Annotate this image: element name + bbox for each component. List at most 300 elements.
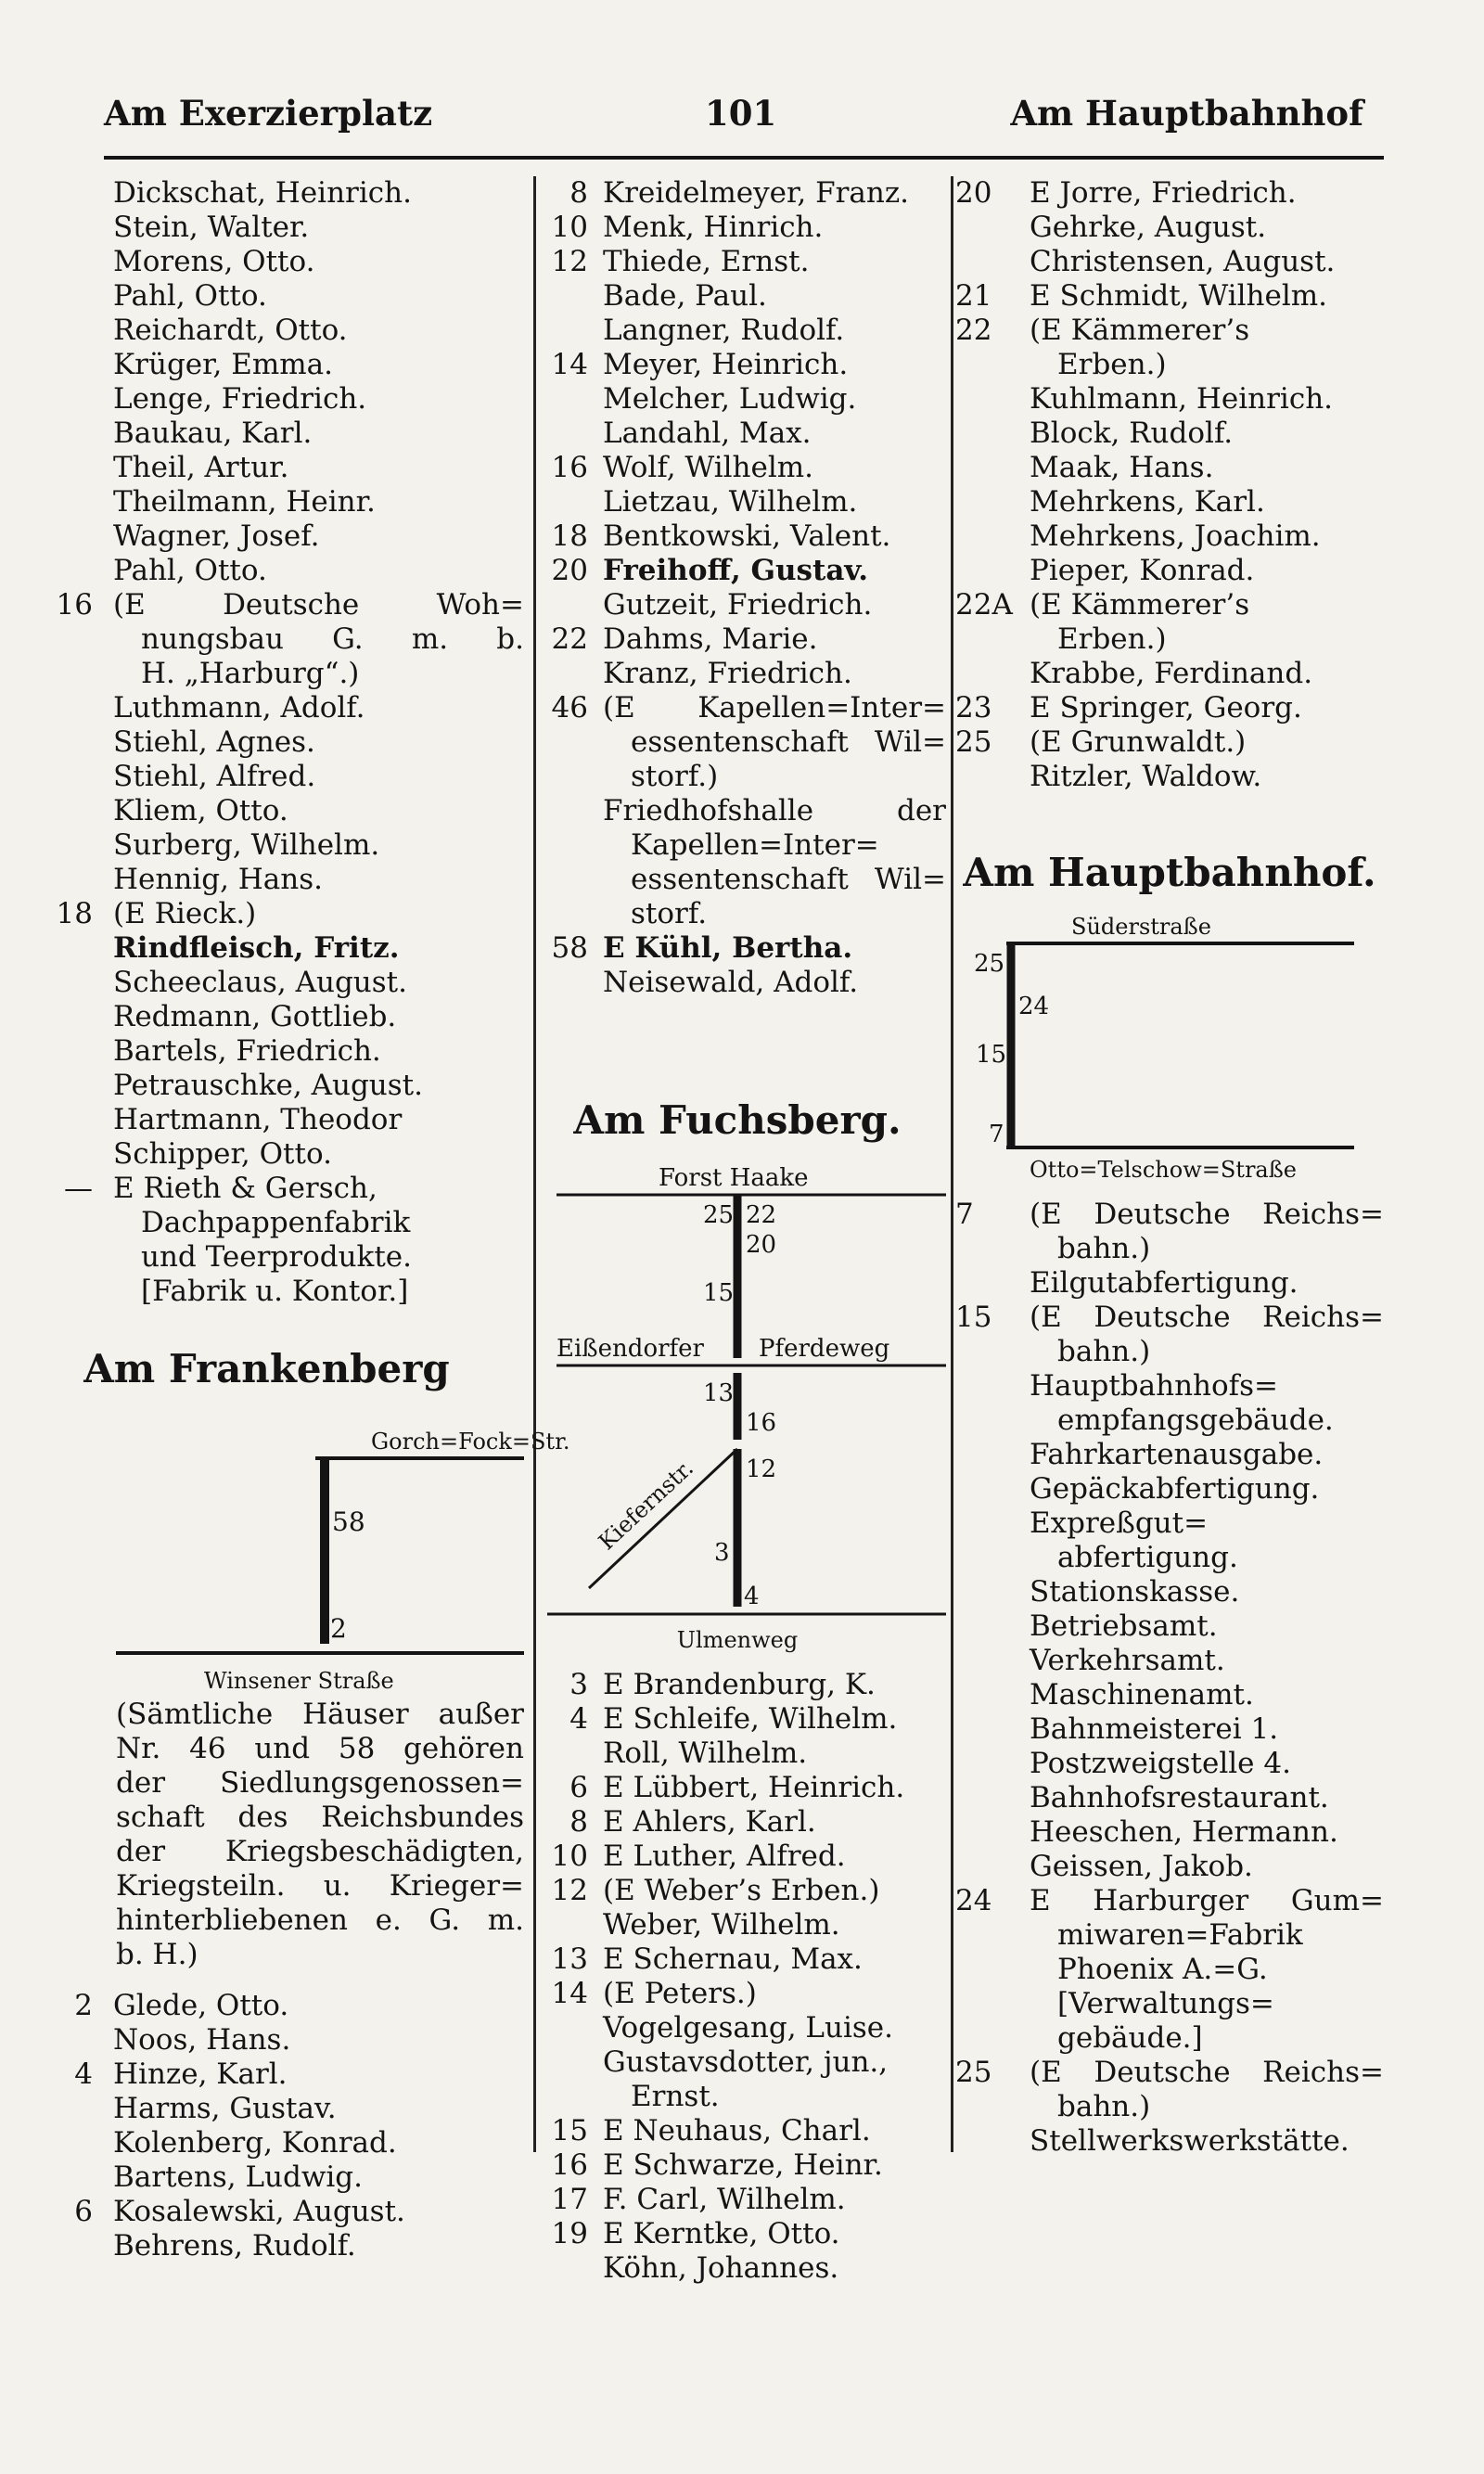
house-number xyxy=(955,554,1030,588)
resident-name: bahn.) xyxy=(1057,1232,1151,1265)
resident-name: (E Deutsche Reichs= xyxy=(1030,2056,1384,2089)
house-number xyxy=(9,794,113,828)
house-number: 22 xyxy=(551,622,588,656)
directory-entry xyxy=(9,211,524,245)
resident-name: Scheeclaus, August. xyxy=(113,966,407,999)
house-number xyxy=(955,417,1030,451)
note-line: Nr. 46 und 58 gehören xyxy=(116,1732,524,1765)
house-number xyxy=(955,2090,1030,2124)
resident-name: Eilgutabfertigung. xyxy=(1030,1266,1298,1300)
resident-name: Ritzler, Waldow. xyxy=(1030,760,1262,793)
directory-entry xyxy=(955,1609,1384,1644)
resident-name: (E Rieck.) xyxy=(113,897,257,930)
house-number xyxy=(9,1275,113,1309)
resident-name: Langner, Rudolf. xyxy=(603,314,845,347)
directory-entry xyxy=(529,1702,946,1737)
resident-name: Postzweigstelle 4. xyxy=(1030,1747,1291,1780)
street-label-eissendorfer: Eißendorfer xyxy=(556,1335,704,1363)
house-number: 6 xyxy=(74,2195,93,2228)
directory-entry xyxy=(955,1953,1384,1987)
resident-name: Stiehl, Agnes. xyxy=(113,725,315,759)
house-number xyxy=(955,657,1030,691)
house-number: 15 xyxy=(551,2114,588,2147)
resident-name: Pieper, Konrad. xyxy=(1030,554,1255,587)
resident-name: Kranz, Friedrich. xyxy=(603,657,852,690)
directory-entry xyxy=(529,1908,946,1942)
house-number xyxy=(9,622,113,657)
house-number xyxy=(529,863,603,897)
resident-name: Maschinenamt. xyxy=(1030,1678,1254,1711)
directory-entry xyxy=(9,245,524,279)
house-number: 8 xyxy=(569,176,588,210)
house-number xyxy=(529,2080,603,2114)
house-number xyxy=(955,519,1030,554)
house-number xyxy=(9,1206,113,1240)
street-label-ulmenweg: Ulmenweg xyxy=(676,1627,799,1653)
house-number xyxy=(9,691,113,725)
house-number-label: 16 xyxy=(746,1409,777,1437)
directory-entry xyxy=(9,1275,524,1309)
column-3 xyxy=(955,176,1384,2159)
directory-entry xyxy=(529,2251,946,2286)
note-line: Kriegsteiln. u. Krieger= xyxy=(116,1869,524,1903)
directory-entry xyxy=(529,691,946,725)
house-number xyxy=(955,1438,1030,1472)
directory-entry xyxy=(529,554,946,588)
section-title-am-hauptbahnhof: Am Hauptbahnhof. xyxy=(963,850,1376,895)
directory-entry xyxy=(955,1369,1384,1404)
directory-entry xyxy=(955,2124,1384,2159)
directory-entry xyxy=(9,348,524,382)
settlement-note xyxy=(116,1698,524,1972)
directory-entry xyxy=(529,725,946,760)
page-header xyxy=(0,93,1484,148)
resident-name: storf. xyxy=(631,897,708,930)
directory-entry xyxy=(955,211,1384,245)
resident-name: Hartmann, Theodor xyxy=(113,1103,403,1136)
house-number-label: 2 xyxy=(330,1613,347,1644)
directory-entry xyxy=(529,2217,946,2251)
resident-name: (E Grunwaldt.) xyxy=(1030,725,1247,759)
header-left-street: Am Exerzierplatz xyxy=(104,93,433,134)
resident-name: Theilmann, Heinr. xyxy=(113,485,376,519)
directory-entry xyxy=(9,519,524,554)
resident-name: Meyer, Heinrich. xyxy=(603,348,849,381)
house-number-label: 22 xyxy=(746,1201,777,1229)
resident-name: Gustavsdotter, jun., xyxy=(603,2045,889,2079)
street-label-pferdeweg: Pferdeweg xyxy=(759,1335,890,1363)
directory-entry xyxy=(9,2229,524,2263)
note-line: b. H.) xyxy=(116,1938,198,1971)
resident-name: miwaren=Fabrik xyxy=(1057,1918,1303,1952)
house-number xyxy=(955,1335,1030,1369)
house-number xyxy=(9,657,113,691)
house-number xyxy=(529,314,603,348)
house-number: 22A xyxy=(955,588,1013,622)
directory-entry xyxy=(955,1335,1384,1369)
house-number xyxy=(529,1737,603,1771)
directory-entry xyxy=(9,1034,524,1069)
resident-name: Neisewald, Adolf. xyxy=(603,966,859,999)
directory-entry xyxy=(9,1103,524,1137)
resident-name: F. Carl, Wilhelm. xyxy=(603,2183,846,2216)
directory-entry xyxy=(955,2021,1384,2056)
resident-name: Luthmann, Adolf. xyxy=(113,691,365,724)
house-number xyxy=(955,1472,1030,1506)
directory-entry xyxy=(9,279,524,314)
directory-entry xyxy=(529,519,946,554)
resident-name: storf.) xyxy=(631,760,719,793)
resident-name: Bartels, Friedrich. xyxy=(113,1034,381,1068)
house-number xyxy=(955,1644,1030,1678)
house-number xyxy=(9,279,113,314)
directory-entry xyxy=(955,417,1384,451)
directory-entry xyxy=(955,1232,1384,1266)
house-number xyxy=(9,348,113,382)
resident-name: Fahrkartenausgabe. xyxy=(1030,1438,1324,1471)
house-number xyxy=(955,760,1030,794)
directory-entry xyxy=(9,382,524,417)
house-number: 46 xyxy=(551,691,588,724)
house-number xyxy=(955,1404,1030,1438)
directory-entry xyxy=(955,1404,1384,1438)
house-number: — xyxy=(64,1172,93,1205)
house-number xyxy=(955,1266,1030,1301)
resident-name: Erben.) xyxy=(1057,348,1167,381)
directory-entry xyxy=(955,1541,1384,1575)
house-number xyxy=(9,554,113,588)
resident-name: (E Deutsche Reichs= xyxy=(1030,1198,1384,1231)
directory-entry xyxy=(955,588,1384,622)
directory-entry xyxy=(529,382,946,417)
resident-name: Köhn, Johannes. xyxy=(603,2251,839,2285)
resident-name: E Kühl, Bertha. xyxy=(603,931,853,965)
house-number xyxy=(529,966,603,1000)
page-number: 101 xyxy=(705,93,777,134)
resident-name: Bahnhofsrestaurant. xyxy=(1030,1781,1329,1814)
directory-entry xyxy=(9,1240,524,1275)
directory-entry xyxy=(529,245,946,279)
house-number xyxy=(9,725,113,760)
directory-entry xyxy=(9,897,524,931)
column-2 xyxy=(529,176,946,2286)
directory-entry xyxy=(9,691,524,725)
resident-name: Hennig, Hans. xyxy=(113,863,324,896)
house-number xyxy=(9,451,113,485)
resident-name: Mehrkens, Karl. xyxy=(1030,485,1265,519)
resident-name: (E Deutsche Woh= xyxy=(113,588,524,622)
house-number xyxy=(9,314,113,348)
house-number: 58 xyxy=(551,931,588,965)
column-1-entries-bottom xyxy=(9,1989,524,2263)
house-number xyxy=(529,2011,603,2045)
street-label-kiefernstr: Kiefernstr. xyxy=(593,1455,698,1556)
resident-name: Kosalewski, August. xyxy=(113,2195,405,2228)
directory-entry xyxy=(955,314,1384,348)
column-3-entries-bottom xyxy=(955,1198,1384,2159)
resident-name: bahn.) xyxy=(1057,2090,1151,2123)
note-line: der Siedlungsgenossen= xyxy=(116,1766,524,1800)
directory-entry xyxy=(529,657,946,691)
directory-entry xyxy=(9,1000,524,1034)
resident-name: nungsbau G. m. b. xyxy=(141,622,524,656)
house-number-label: 25 xyxy=(703,1201,735,1229)
house-number xyxy=(955,348,1030,382)
directory-entry xyxy=(955,1918,1384,1953)
directory-entry xyxy=(9,176,524,211)
house-number: 25 xyxy=(955,2056,992,2089)
house-number xyxy=(9,245,113,279)
directory-entry xyxy=(529,1737,946,1771)
house-number xyxy=(529,725,603,760)
house-number xyxy=(955,1369,1030,1404)
directory-entry xyxy=(955,451,1384,485)
directory-entry xyxy=(529,863,946,897)
section-title-am-frankenberg: Am Frankenberg xyxy=(83,1346,450,1391)
house-number xyxy=(955,1918,1030,1953)
resident-name: Mehrkens, Joachim. xyxy=(1030,519,1321,553)
house-number xyxy=(529,417,603,451)
house-number xyxy=(955,451,1030,485)
house-number xyxy=(529,657,603,691)
directory-entry xyxy=(955,691,1384,725)
house-number xyxy=(9,519,113,554)
directory-entry xyxy=(955,1198,1384,1232)
directory-entry xyxy=(529,794,946,828)
directory-entry xyxy=(955,1987,1384,2021)
house-number xyxy=(955,1575,1030,1609)
note-line: hinterbliebenen e. G. m. xyxy=(116,1904,524,1937)
street-label-top: Gorch=Fock=Str. xyxy=(371,1429,570,1455)
resident-name: Expreßgut= xyxy=(1030,1506,1209,1540)
street-label-forst-haake: Forst Haake xyxy=(659,1164,809,1192)
resident-name: E Kerntke, Otto. xyxy=(603,2217,840,2250)
street-diagram-fuchsberg xyxy=(529,1143,946,1634)
directory-entry xyxy=(955,1575,1384,1609)
directory-entry xyxy=(529,588,946,622)
resident-name: Roll, Wilhelm. xyxy=(603,1737,808,1770)
house-number: 14 xyxy=(551,348,588,381)
house-number xyxy=(529,279,603,314)
house-number: 22 xyxy=(955,314,992,347)
resident-name: Hauptbahnhofs= xyxy=(1030,1369,1279,1403)
directory-entry xyxy=(9,2057,524,2092)
directory-entry xyxy=(955,1266,1384,1301)
directory-entry xyxy=(955,2090,1384,2124)
resident-name: Reichardt, Otto. xyxy=(113,314,348,347)
house-number xyxy=(9,1240,113,1275)
resident-name: Stellwerkswerkstätte. xyxy=(1030,2124,1350,2158)
directory-entry xyxy=(9,828,524,863)
resident-name: E Rieth & Gersch, xyxy=(113,1172,377,1205)
street-diagram-frankenberg xyxy=(9,1391,570,1698)
column-3-entries-top xyxy=(955,176,1384,794)
house-number xyxy=(9,176,113,211)
house-number xyxy=(955,2124,1030,2159)
resident-name: Petrauschke, August. xyxy=(113,1069,423,1102)
resident-name: Kreidelmeyer, Franz. xyxy=(603,176,910,210)
resident-name: Heeschen, Hermann. xyxy=(1030,1815,1338,1849)
house-number xyxy=(955,1609,1030,1644)
resident-name: Krüger, Emma. xyxy=(113,348,334,381)
directory-entry xyxy=(955,2056,1384,2090)
directory-entry xyxy=(529,931,946,966)
house-number xyxy=(955,1541,1030,1575)
resident-name: Wolf, Wilhelm. xyxy=(603,451,814,484)
resident-name: (E Peters.) xyxy=(603,1977,757,2010)
resident-name: E Harburger Gum= xyxy=(1030,1884,1384,1917)
resident-name: Betriebsamt. xyxy=(1030,1609,1218,1643)
house-number xyxy=(9,2229,113,2263)
house-number: 23 xyxy=(955,691,992,724)
directory-entry xyxy=(9,760,524,794)
resident-name: Hinze, Karl. xyxy=(113,2057,288,2091)
resident-name: Melcher, Ludwig. xyxy=(603,382,857,416)
house-number xyxy=(955,1953,1030,1987)
directory-entry xyxy=(529,966,946,1000)
header-rule xyxy=(104,156,1384,160)
house-number xyxy=(529,485,603,519)
resident-name: Surberg, Wilhelm. xyxy=(113,828,380,862)
directory-entry xyxy=(9,1172,524,1206)
house-number xyxy=(9,2092,113,2126)
resident-name: [Fabrik u. Kontor.] xyxy=(141,1275,409,1308)
house-number xyxy=(529,760,603,794)
resident-name: Lenge, Friedrich. xyxy=(113,382,367,416)
house-number xyxy=(955,1506,1030,1541)
directory-entry xyxy=(955,554,1384,588)
house-number xyxy=(9,382,113,417)
house-number: 17 xyxy=(551,2183,588,2216)
resident-name: empfangsgebäude. xyxy=(1057,1404,1334,1437)
house-number: 12 xyxy=(551,245,588,278)
directory-entry xyxy=(529,828,946,863)
resident-name: Behrens, Rudolf. xyxy=(113,2229,356,2262)
resident-name: Block, Rudolf. xyxy=(1030,417,1234,450)
directory-entry xyxy=(529,314,946,348)
directory-entry xyxy=(9,622,524,657)
house-number xyxy=(529,2251,603,2286)
directory-entry xyxy=(955,725,1384,760)
house-number: 8 xyxy=(569,1805,588,1839)
house-number: 21 xyxy=(955,279,992,313)
house-number xyxy=(9,1000,113,1034)
directory-entry xyxy=(955,245,1384,279)
directory-entry xyxy=(9,931,524,966)
resident-name: E Springer, Georg. xyxy=(1030,691,1302,724)
directory-entry xyxy=(9,2126,524,2160)
directory-entry xyxy=(955,279,1384,314)
house-number xyxy=(955,1678,1030,1712)
directory-entry xyxy=(9,725,524,760)
directory-entry xyxy=(955,1678,1384,1712)
directory-entry xyxy=(529,2114,946,2148)
header-right-street: Am Hauptbahnhof xyxy=(1010,93,1363,134)
house-number xyxy=(529,828,603,863)
resident-name: E Brandenburg, K. xyxy=(603,1668,876,1701)
house-number-label: 20 xyxy=(746,1231,777,1259)
resident-name: Ernst. xyxy=(631,2080,720,2113)
house-number xyxy=(955,2021,1030,2056)
resident-name: Gehrke, August. xyxy=(1030,211,1267,244)
resident-name: Geissen, Jakob. xyxy=(1030,1850,1253,1883)
resident-name: Kuhlmann, Heinrich. xyxy=(1030,382,1334,416)
house-number: 16 xyxy=(56,588,93,622)
directory-entry xyxy=(529,1668,946,1702)
house-number xyxy=(955,245,1030,279)
directory-entry xyxy=(529,760,946,794)
directory-entry xyxy=(529,176,946,211)
resident-name: Stein, Walter. xyxy=(113,211,310,244)
house-number: 3 xyxy=(569,1668,588,1701)
directory-entry xyxy=(529,1805,946,1839)
resident-name: Dickschat, Heinrich. xyxy=(113,176,412,210)
directory-entry xyxy=(529,897,946,931)
house-number: 16 xyxy=(551,2148,588,2182)
directory-entry xyxy=(529,2045,946,2080)
directory-entry xyxy=(9,588,524,622)
resident-name: Schipper, Otto. xyxy=(113,1137,332,1171)
house-number xyxy=(9,828,113,863)
house-number: 2 xyxy=(74,1989,93,2022)
house-number xyxy=(529,382,603,417)
resident-name: essentenschaft Wil= xyxy=(631,725,946,759)
house-number xyxy=(9,2126,113,2160)
directory-entry xyxy=(955,622,1384,657)
resident-name: und Teerprodukte. xyxy=(141,1240,412,1274)
directory-entry xyxy=(955,1438,1384,1472)
directory-entry xyxy=(9,794,524,828)
directory-entry xyxy=(529,2011,946,2045)
resident-name: Pahl, Otto. xyxy=(113,554,267,587)
column-1-entries-top xyxy=(9,176,524,1309)
resident-name: Dachpappenfabrik xyxy=(141,1206,411,1239)
resident-name: [Verwaltungs= xyxy=(1057,1987,1274,2020)
street-label-otto-telschow-strasse: Otto=Telschow=Straße xyxy=(1030,1157,1297,1183)
house-number xyxy=(9,863,113,897)
directory-entry xyxy=(9,451,524,485)
resident-name: (E Kapellen=Inter= xyxy=(603,691,946,724)
directory-entry xyxy=(9,485,524,519)
directory-entry xyxy=(529,348,946,382)
house-number xyxy=(9,485,113,519)
directory-entry xyxy=(955,1781,1384,1815)
resident-name: abfertigung. xyxy=(1057,1541,1238,1574)
resident-name: Maak, Hans. xyxy=(1030,451,1214,484)
directory-entry xyxy=(955,1506,1384,1541)
directory-entry xyxy=(955,485,1384,519)
house-number xyxy=(9,2023,113,2057)
directory-entry xyxy=(529,485,946,519)
directory-entry xyxy=(9,1989,524,2023)
directory-entry xyxy=(9,2092,524,2126)
directory-entry xyxy=(955,1644,1384,1678)
resident-name: Kolenberg, Konrad. xyxy=(113,2126,397,2160)
resident-name: Bahnmeisterei 1. xyxy=(1030,1712,1279,1746)
resident-name: Thiede, Ernst. xyxy=(603,245,810,278)
resident-name: H. „Harburg“.) xyxy=(141,657,360,690)
house-number xyxy=(955,1232,1030,1266)
house-number xyxy=(9,1103,113,1137)
note-line: (Sämtliche Häuser außer xyxy=(116,1698,524,1731)
resident-name: Friedhofshalle der xyxy=(603,794,946,827)
house-number: 20 xyxy=(551,554,588,587)
directory-entry xyxy=(955,760,1384,794)
house-number-label: 4 xyxy=(744,1583,760,1610)
directory-entry xyxy=(9,314,524,348)
directory-entry xyxy=(9,863,524,897)
house-number xyxy=(955,1712,1030,1747)
